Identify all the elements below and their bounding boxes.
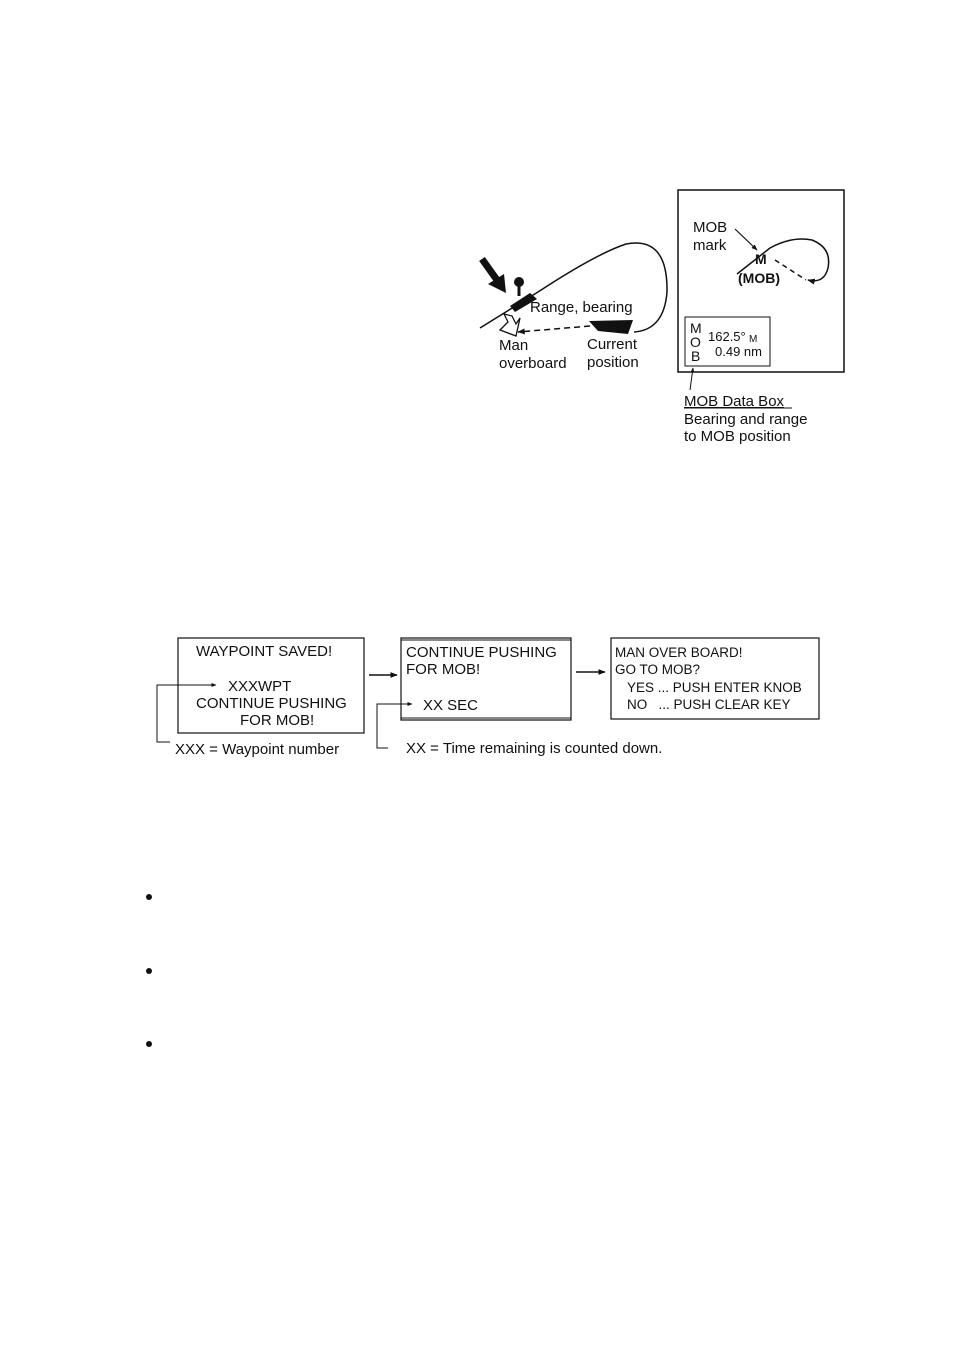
mob-data-letter-b: B [691, 348, 701, 364]
mob-mark-pointer [735, 229, 757, 250]
man-overboard-label-2: overboard [499, 355, 567, 372]
push-arrow-icon [482, 259, 506, 293]
mob-marker-letter: M [755, 251, 767, 267]
current-position-ship-icon [589, 320, 633, 334]
mob-marker-caption: (MOB) [738, 270, 780, 286]
mob-data-box-caption-3: to MOB position [684, 428, 791, 445]
man-overboard-label-1: Man [499, 337, 529, 354]
box1-line1: WAYPOINT SAVED! [196, 643, 333, 660]
box2-line3: XX SEC [423, 697, 479, 714]
mob-sequence-diagram [157, 638, 819, 758]
box1-line3: CONTINUE PUSHING [196, 695, 347, 712]
current-position-label-1: Current [587, 336, 638, 353]
mob-screen-diagram [678, 190, 844, 445]
mob-data-range: 0.49 nm [715, 344, 762, 359]
mob-data-letter-o: O [690, 334, 701, 350]
mob-data-box-caption-title: MOB Data Box [684, 393, 785, 410]
hollow-arrow-icon [500, 314, 520, 336]
bullet-2 [146, 968, 152, 974]
bullet-1 [146, 894, 152, 900]
mob-data-letter-m: M [690, 320, 702, 336]
waypoint-number-note: XXX = Waypoint number [175, 741, 340, 758]
range-bearing-label: Range, bearing [530, 299, 633, 316]
box3-line1: MAN OVER BOARD! [615, 645, 743, 660]
mob-data-box-caption-2: Bearing and range [684, 411, 808, 428]
mob-mark-label-2: mark [693, 237, 727, 254]
mob-scene-diagram [480, 243, 667, 372]
mob-mark-label-1: MOB [693, 219, 728, 236]
mob-data-bearing-unit: M [749, 334, 758, 345]
box3-line3: YES ... PUSH ENTER KNOB [627, 680, 802, 695]
box3-line4: NO ... PUSH CLEAR KEY [627, 697, 791, 712]
mob-data-bearing: 162.5° [708, 329, 746, 344]
range-bearing-line [518, 326, 590, 332]
current-position-label-2: position [587, 354, 639, 371]
time-remaining-note: XX = Time remaining is counted down. [406, 740, 663, 757]
box2-line1: CONTINUE PUSHING [406, 644, 557, 661]
box1-line4: FOR MOB! [240, 712, 315, 729]
box2-line2: FOR MOB! [406, 661, 481, 678]
bullet-3 [146, 1041, 152, 1047]
box3-line2: GO TO MOB? [615, 662, 701, 677]
box1-line2: XXXWPT [228, 678, 292, 695]
